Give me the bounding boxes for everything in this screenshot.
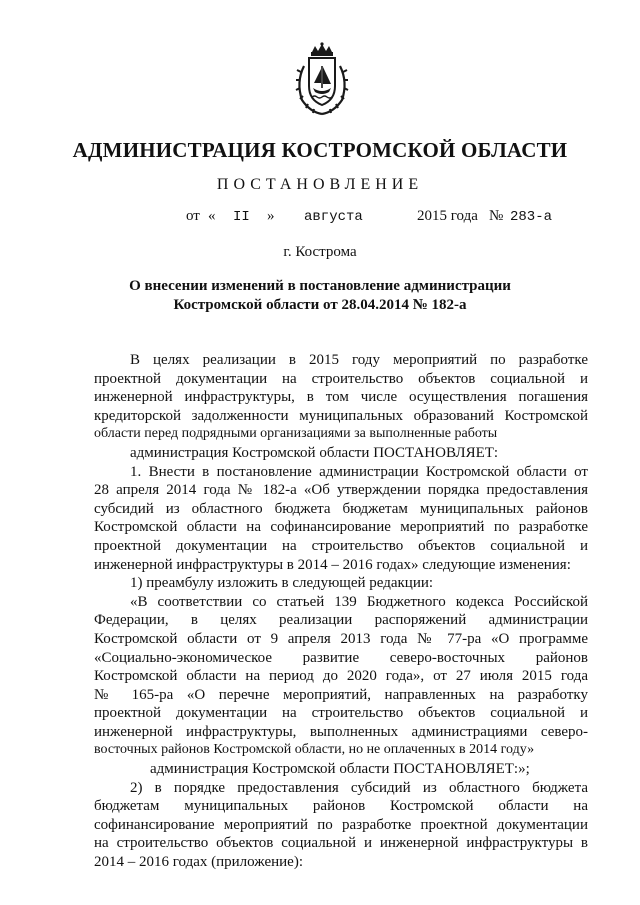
text-line: Костромской области на период до 2020 года», от 27 июля 2015 года (94, 668, 588, 685)
text-line: проектной документации на строительство объектов социальной и (94, 705, 588, 722)
text-line: «В соответствии со статьей 139 Бюджетного кодекса Российской (130, 593, 588, 610)
document-number: 283-а (510, 209, 553, 225)
text-line: 28 апреля 2014 года № 182-а «Об утверждении порядка предоставления (94, 482, 588, 499)
text-line: области перед подрядными организациями за выполненные работы (94, 426, 498, 442)
text-line: 1. Внести в постановление администрации Костромской области от (130, 463, 588, 480)
coat-of-arms-icon (292, 42, 352, 116)
text-line: 2) в порядке предоставления субсидий из областного бюджета (130, 779, 588, 796)
date-close-quote: » (267, 208, 275, 224)
text-line: инженерной инфраструктуры, в том числе осуществления погашения (94, 389, 588, 406)
paragraph-item-1 (94, 463, 588, 575)
date-number-line (0, 208, 640, 228)
text-line: восточных районов Костромской области, но не оплаченных в 2014 году» (94, 742, 535, 758)
city-name: г. Кострома (283, 244, 357, 260)
date-year: 2015 года (417, 208, 478, 224)
text-line: Костромской области на софинансирование мероприятий по разработке (94, 519, 588, 536)
text-line: софинансирование мероприятий по разработке проектной документации (94, 816, 588, 833)
paragraph-resolves: администрация Костромской области ПОСТАНОВЛЯЕТ: (130, 444, 499, 461)
document-title (100, 277, 540, 315)
document-number-sign: № (489, 208, 504, 224)
title-line: Костромской области от 28.04.2014 № 182-а (173, 297, 467, 313)
text-line: проектной документации на строительство объектов социальной и (94, 537, 588, 554)
text-line: на строительство объектов социальной и инженерной инфраструктуры в (94, 835, 588, 852)
text-line: кредиторской задолженности муниципальных образований Костромской (94, 407, 588, 424)
paragraph-new-preamble (94, 593, 588, 760)
date-open-quote: « (208, 208, 216, 224)
text-line: Федерации, в целях реализации распоряжений администрации (94, 612, 588, 629)
text-line: проектной документации на строительство объектов социальной и (94, 370, 588, 387)
text-line: «Социально-экономическое развитие северо-восточных районов (94, 649, 588, 666)
document-type: ПОСТАНОВЛЕНИЕ (216, 176, 424, 193)
organization-name: АДМИНИСТРАЦИЯ КОСТРОМСКОЙ ОБЛАСТИ (72, 138, 568, 162)
date-prefix: от (186, 208, 200, 224)
paragraph-subitem-1: 1) преамбулу изложить в следующей редакции: (130, 575, 434, 592)
title-line: О внесении изменений в постановление администрации (129, 278, 511, 294)
paragraph-subitem-2 (94, 779, 588, 872)
text-line: В целях реализации в 2015 году мероприятий по разработке (130, 352, 588, 368)
text-line: субсидий из областного бюджета бюджетам муниципальных районов (94, 500, 588, 517)
text-line: № 165-ра «О перечне мероприятий, направленных на разработку (94, 686, 588, 703)
text-line: инженерной инфраструктуры в 2014 – 2016 годах» следующие изменения: (94, 556, 571, 573)
document-body (94, 351, 588, 872)
date-day: II (233, 209, 250, 225)
text-line: 2014 – 2016 годах (приложение): (94, 854, 303, 871)
text-line: Костромской области от 9 апреля 2013 года № 77-ра «О программе (94, 630, 588, 647)
text-line: инженерной инфраструктуры, выполненных администрациями северо- (94, 723, 588, 740)
date-month: августа (304, 209, 363, 225)
text-line: бюджетам муниципальных районов Костромской области на (94, 798, 588, 815)
paragraph-resolves-quoted: администрация Костромской области ПОСТАНОВЛЯЕТ:»; (150, 761, 530, 778)
paragraph-preamble (94, 351, 588, 444)
